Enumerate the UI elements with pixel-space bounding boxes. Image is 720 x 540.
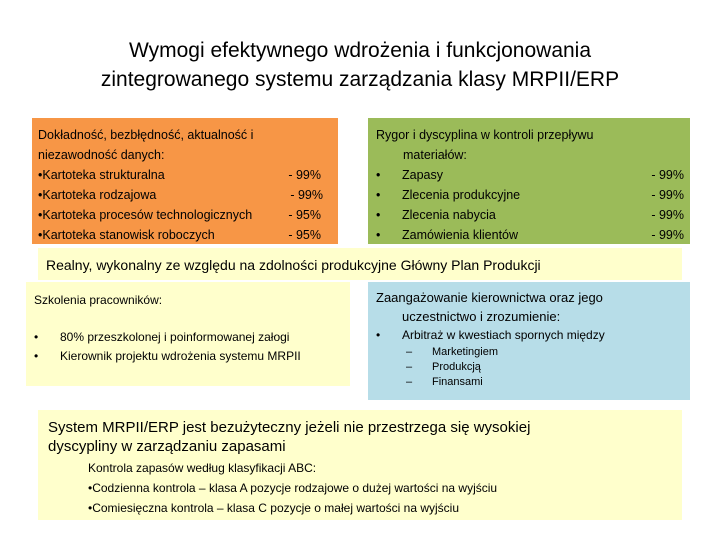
bullet: •	[376, 208, 381, 222]
management-commitment-box	[368, 282, 690, 400]
bullet: •	[376, 168, 381, 182]
inventory-discipline-item: Kontrola zapasów według klasyfikacji ABC:	[88, 461, 317, 475]
management-heading-line-1: Zaangażowanie kierownictwa oraz jego	[376, 290, 603, 305]
inventory-discipline-heading-line-2: dyscypliny w zarządzaniu zapasami	[48, 438, 286, 455]
material-flow-heading-line-2: materiałów:	[403, 148, 467, 162]
data-accuracy-item-pct: - 99%	[290, 188, 323, 202]
data-accuracy-item-label: •Kartoteka stanowisk roboczych	[38, 228, 215, 242]
bullet: •	[376, 328, 381, 342]
material-flow-item-pct: - 99%	[651, 208, 684, 222]
management-subitem-label: Marketingiem	[432, 346, 499, 358]
material-flow-item-pct: - 99%	[651, 168, 684, 182]
management-subitem-label: Finansami	[432, 376, 483, 388]
management-item-label: Arbitraż w kwestiach spornych między	[402, 328, 605, 342]
data-accuracy-item-label: •Kartoteka rodzajowa	[38, 188, 157, 202]
bullet: •	[376, 188, 381, 202]
management-subitem	[376, 375, 690, 390]
dash: –	[406, 346, 413, 358]
material-flow-item	[376, 205, 684, 225]
management-heading-line-2: uczestnictwo i zrozumienie:	[402, 309, 561, 324]
material-flow-item-pct: - 99%	[651, 188, 684, 202]
management-item	[376, 326, 690, 345]
material-flow-item-pct: - 99%	[651, 228, 684, 242]
data-accuracy-item-pct: - 95%	[288, 228, 321, 242]
data-accuracy-box	[32, 118, 338, 244]
material-flow-heading-line-1: Rygor i dyscyplina w kontroli przepływu	[376, 128, 594, 142]
bullet: •	[376, 228, 381, 242]
material-flow-item-label: Zlecenia nabycia	[402, 208, 496, 222]
data-accuracy-item-label: •Kartoteka procesów technologicznych	[38, 208, 253, 222]
management-subitem	[376, 345, 690, 360]
data-accuracy-item	[38, 185, 323, 205]
data-accuracy-item-pct: - 99%	[288, 168, 321, 182]
material-flow-item	[376, 225, 684, 245]
data-accuracy-heading-line-1: Dokładność, bezbłędność, aktualność i	[38, 128, 254, 142]
employee-training-item-label: 80% przeszkolonej i poinformowanej załogi	[60, 330, 290, 344]
data-accuracy-item-label: •Kartoteka strukturalna	[38, 168, 165, 182]
inventory-discipline-item: •Comiesięczna kontrola – klasa C pozycje o małej wartości na wyjściu	[88, 501, 460, 515]
data-accuracy-item	[38, 165, 321, 185]
data-accuracy-heading-line-2: niezawodność danych:	[38, 148, 165, 162]
employee-training-heading: Szkolenia pracowników:	[34, 293, 163, 307]
data-accuracy-item-pct: - 95%	[288, 208, 321, 222]
material-flow-item-label: Zamówienia klientów	[402, 228, 519, 242]
slide-title	[20, 36, 700, 94]
employee-training-item	[34, 328, 350, 347]
material-flow-item-label: Zapasy	[402, 168, 443, 182]
data-accuracy-item	[38, 205, 321, 225]
inventory-discipline-heading-line-1: System MRPII/ERP jest bezużyteczny jeżeli nie przestrzega się wysokiej	[48, 419, 531, 436]
employee-training-item-label: Kierownik projektu wdrożenia systemu MRPII	[60, 349, 301, 363]
bullet: •	[34, 349, 39, 363]
material-flow-item	[376, 185, 684, 205]
employee-training-box	[26, 282, 350, 386]
management-subitem-label: Produkcją	[432, 361, 481, 373]
material-flow-item-label: Zlecenia produkcyjne	[402, 188, 521, 202]
inventory-discipline-box	[38, 410, 682, 520]
material-flow-item	[376, 165, 684, 185]
inventory-discipline-item: •Codzienna kontrola – klasa A pozycje rodzajowe o dużej wartości na wyjściu	[88, 481, 498, 495]
slide-title-line-2: zintegrowanego systemu zarządzania klasy MRPII/ERP	[100, 68, 620, 91]
employee-training-item	[34, 347, 350, 366]
slide-title-line-1: Wymogi efektywnego wdrożenia i funkcjonowania	[128, 39, 592, 62]
dash: –	[406, 376, 413, 388]
management-subitem	[376, 360, 690, 375]
master-production-schedule-box	[38, 248, 682, 280]
data-accuracy-item	[38, 225, 321, 245]
master-production-schedule-text: Realny, wykonalny ze względu na zdolności produkcyjne Główny Plan Produkcji	[46, 257, 541, 273]
dash: –	[406, 361, 413, 373]
material-flow-rigor-box	[368, 118, 690, 244]
bullet: •	[34, 330, 39, 344]
